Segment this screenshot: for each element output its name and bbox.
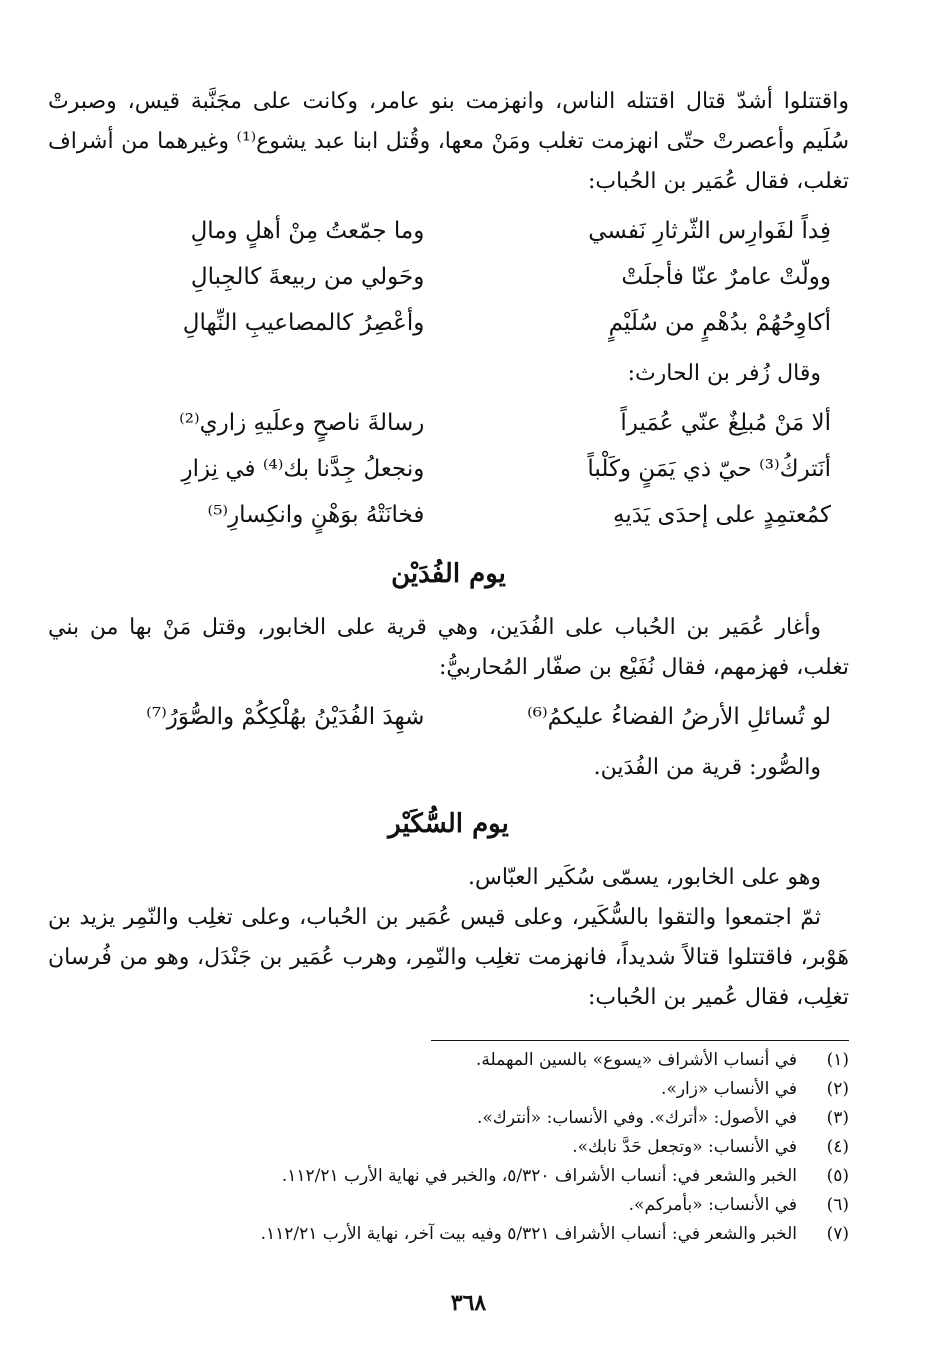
footnote-item xyxy=(48,1046,849,1075)
paragraph-battle-narrative: واقتتلوا أشدّ قتال اقتتله الناس، وانهزمت بنو عامر، وكانت على مجَنَّبة قيس، وصبرتْ سُلَيم وأعصرتْ حتّى انهزمت تغلب ومَنْ معها، وقُتل ابنا عبد يشوع⁽¹⁾ وغيرهما من أشراف تغلب، فقال عُمَير بن الحُباب: xyxy=(48,89,849,194)
footnote-divider xyxy=(431,1040,849,1041)
verse-line xyxy=(48,446,849,492)
footnote-text: الخبر والشعر في: أنساب الأشراف ٥/٣٢١ وفيه بيت آخر، نهاية الأرب ١١٢/٢١. xyxy=(260,1224,797,1244)
footnote-item xyxy=(48,1104,849,1133)
footnote-number: (٧) xyxy=(826,1224,849,1244)
verse-first-hemistich: أكاوِحُهُمْ بدُهْمٍ من سُلَيْمٍ xyxy=(608,310,831,336)
verse-line xyxy=(48,300,849,346)
footnote-number: (٦) xyxy=(826,1195,849,1215)
page-number: ٣٦٨ xyxy=(450,1290,487,1316)
paragraph-sukayr-location: وهو على الخابور، يسمّى سُكَير العبّاس. xyxy=(467,865,821,890)
footnote-text: الخبر والشعر في: أنساب الأشراف ٥/٣٢٠، والخبر في نهاية الأرب ١١٢/٢١. xyxy=(281,1166,797,1186)
footnote-item xyxy=(48,1220,849,1249)
verse-first-hemistich: فِداً لفَوارِس الثّرثارِ نَفسي xyxy=(588,218,831,244)
verse-first-hemistich: وولّتْ عامرٌ عنّا فأجلَتْ xyxy=(621,264,831,290)
footnote-text: في الأنساب: «بأمركم». xyxy=(628,1195,797,1215)
section-heading-fudayn: يوم الفُدَيْن xyxy=(391,559,506,589)
verse-second-hemistich: وحَولي من ربيعةَ كالجِبالِ xyxy=(190,264,425,290)
verse-second-hemistich: شهِدَ الفُدَيْنُ بهُلْكِكُمْ والصُّوَرُ⁽⁷⁾ xyxy=(146,704,425,730)
verse-line xyxy=(48,208,849,254)
footnote-item xyxy=(48,1075,849,1104)
poem-zufar xyxy=(48,400,849,538)
poem-nufay xyxy=(48,694,849,740)
verse-first-hemistich: ألا مَنْ مُبلِغٌ عنّي عُمَيراً xyxy=(620,410,831,436)
verse-second-hemistich: وما جمّعتُ مِنْ أهلٍ ومالِ xyxy=(190,218,425,244)
footnote-text: في الأصول: «أترك». وفي الأنساب: «أنترك». xyxy=(477,1108,797,1128)
verse-line xyxy=(48,492,849,538)
poem-umayr xyxy=(48,208,849,346)
footnote-number: (٥) xyxy=(826,1166,849,1186)
paragraph-fudayn-raid: وأغار عُمَير بن الحُباب على الفُدَين، وهي قرية على الخابور، وقتل مَنْ بها من بني تغلب، فهزمهم، فقال نُفَيْع بن صفّار المُحاربيُّ: xyxy=(48,615,849,680)
footnote-item xyxy=(48,1133,849,1162)
section-heading-sukayr: يوم السُّكَيْر xyxy=(388,809,509,839)
gloss-sowar: والصُّور: قرية من الفُدَين. xyxy=(593,755,821,780)
verse-line xyxy=(48,254,849,300)
footnote-number: (٢) xyxy=(826,1079,849,1099)
footnote-item xyxy=(48,1162,849,1191)
footnote-number: (٤) xyxy=(826,1137,849,1157)
verse-second-hemistich: ونجعلُ جِدَّنا بك⁽⁴⁾ في نِزارِ xyxy=(181,456,425,482)
verse-first-hemistich: كمُعتمِدٍ على إحدَى يَدَيهِ xyxy=(613,502,831,528)
poem-intro-zufar: وقال زُفر بن الحارث: xyxy=(627,361,821,386)
paragraph-sukayr-battle: ثمّ اجتمعوا والتقوا بالسُّكَير، وعلى قيس عُمَير بن الحُباب، وعلى تغلِب والنّمِر يزيد بن هَوْبر، فاقتتلوا قتالاً شديداً، فانهزمت تغلِب والنّمِر، وهرب عُمَير بن جَنْدَل، وهو من فُرسان تغلِب، فقال عُمير بن الحُباب: xyxy=(48,905,849,1010)
footnote-text: في أنساب الأشراف «يسوع» بالسين المهملة. xyxy=(476,1050,797,1070)
verse-first-hemistich: أنَتركُ⁽³⁾ حيّ ذي يَمَنٍ وكَلْباً xyxy=(587,456,831,482)
verse-line xyxy=(48,400,849,446)
footnote-text: في الأنساب: «وتجعل حَدَّ نابك». xyxy=(572,1137,797,1157)
footnote-item xyxy=(48,1191,849,1220)
footnote-number: (٣) xyxy=(826,1108,849,1128)
verse-first-hemistich: لو تُسائلِ الأرضُ الفضاءُ عليكمُ⁽⁶⁾ xyxy=(527,704,831,730)
verse-second-hemistich: رسالةَ ناصحٍ وعلَيهِ زاري⁽²⁾ xyxy=(179,410,425,436)
verse-second-hemistich: فخانَتْهُ بوَهْنٍ وانكِسارِ⁽⁵⁾ xyxy=(207,502,425,528)
verse-line xyxy=(48,694,849,740)
footnotes xyxy=(48,1046,849,1249)
footnote-text: في الأنساب «زار». xyxy=(661,1079,797,1099)
verse-second-hemistich: وأعْصِرُ كالمصاعيبِ النِّهالِ xyxy=(182,310,425,336)
footnote-number: (١) xyxy=(826,1050,849,1070)
